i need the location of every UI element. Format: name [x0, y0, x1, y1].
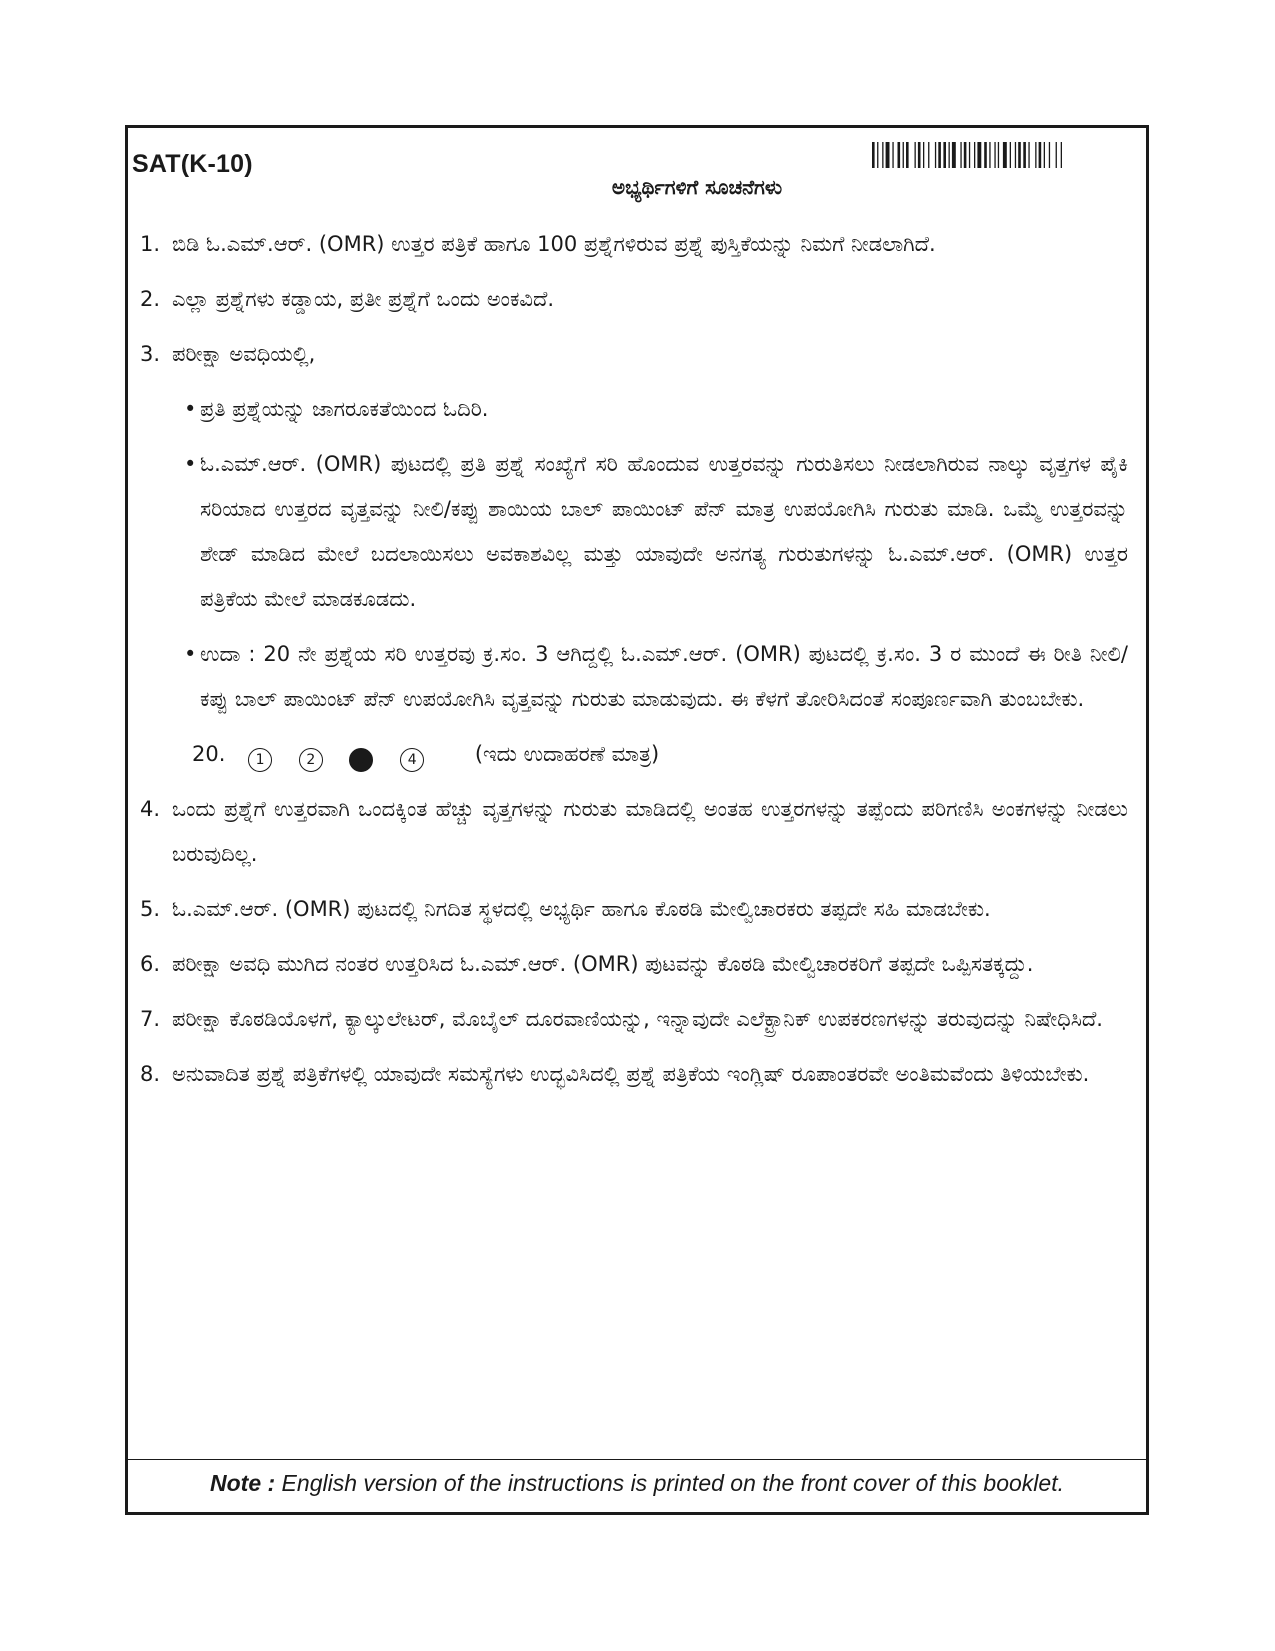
instruction-item-6: [140, 942, 1128, 987]
item-number: 2.: [140, 287, 161, 311]
item-text: ಬಿಡಿ ಓ.ಎಮ್.ಆರ್. (OMR) ಉತ್ತರ ಪತ್ರಿಕೆ ಹಾಗೂ 100 ಪ್ರಶ್ನೆಗಳಿರುವ ಪ್ರಶ್ನೆ ಪುಸ್ತಿಕೆಯನ್ನು ನಿಮಗೆ ನೀಡಲಾಗಿದೆ.: [172, 232, 936, 256]
example-question-number: 20.: [192, 742, 226, 766]
instruction-item-3: [140, 332, 1128, 377]
instruction-item-2: [140, 277, 1128, 322]
instruction-item-4: [140, 787, 1128, 877]
item-text: ಪರೀಕ್ಷಾ ಅವಧಿಯಲ್ಲಿ,: [172, 342, 316, 366]
bullet-item-2: [140, 442, 1128, 622]
note-label: Note :: [210, 1470, 276, 1496]
bullet-text: ಉದಾ : 20 ನೇ ಪ್ರಶ್ನೆಯ ಸರಿ ಉತ್ತರವು ಕ್ರ.ಸಂ. 3 ಆಗಿದ್ದಲ್ಲಿ ಓ.ಎಮ್.ಆರ್. (OMR) ಪುಟದಲ್ಲಿ ಕ್ರ.ಸಂ. 3 ರ ಮುಂದೆ ಈ ರೀತಿ ನೀಲಿ/ಕಪ್ಪು ಬಾಲ್ ಪಾಯಿಂಟ್ ಪೆನ್ ಉಪಯೋಗಿಸಿ ವೃತ್ತವನ್ನು ಗುರುತು ಮಾಡುವುದು. ಈ ಕೆಳಗೆ ತೋರಿಸಿದಂತೆ ಸಂಪೂರ್ಣವಾಗಿ ತುಂಬಬೇಕು.: [200, 642, 1128, 711]
page-title: ಅಭ್ಯರ್ಥಿಗಳಿಗೆ ಸೂಚನೆಗಳು: [611, 175, 783, 199]
option-circle-1: 1: [248, 748, 272, 772]
bullet-text: ಓ.ಎಮ್.ಆರ್. (OMR) ಪುಟದಲ್ಲಿ ಪ್ರತಿ ಪ್ರಶ್ನೆ ಸಂಖ್ಯೆಗೆ ಸರಿ ಹೊಂದುವ ಉತ್ತರವನ್ನು ಗುರುತಿಸಲು ನೀಡಲಾಗಿರುವ ನಾಲ್ಕು ವೃತ್ತಗಳ ಪೈಕಿ ಸರಿಯಾದ ಉತ್ತರದ ವೃತ್ತವನ್ನು ನೀಲಿ/ಕಪ್ಪು ಶಾಯಿಯ ಬಾಲ್ ಪಾಯಿಂಟ್ ಪೆನ್ ಮಾತ್ರ ಉಪಯೋಗಿಸಿ ಗುರುತು ಮಾಡಿ. ಒಮ್ಮೆ ಉತ್ತರವನ್ನು ಶೇಡ್ ಮಾಡಿದ ಮೇಲೆ ಬದಲಾಯಿಸಲು ಅವಕಾಶವಿಲ್ಲ ಮತ್ತು ಯಾವುದೇ ಅನಗತ್ಯ ಗುರುತುಗಳನ್ನು ಓ.ಎಮ್.ಆರ್. (OMR) ಉತ್ತರ ಪತ್ರಿಕೆಯ ಮೇಲೆ ಮಾಡಕೂಡದು.: [200, 452, 1128, 611]
barcode: [872, 142, 1130, 168]
omr-example: [140, 732, 1128, 777]
bullet-item-1: [140, 387, 1128, 432]
item-number: 7.: [140, 1007, 161, 1031]
item-number: 3.: [140, 342, 161, 366]
item-text: ಎಲ್ಲಾ ಪ್ರಶ್ನೆಗಳು ಕಡ್ಡಾಯ, ಪ್ರತೀ ಪ್ರಶ್ನೆಗೆ ಒಂದು ಅಂಕವಿದೆ.: [172, 287, 555, 311]
option-circle-3-filled: 3: [349, 748, 373, 772]
item-number: 5.: [140, 897, 161, 921]
instructions-list: [140, 222, 1128, 1107]
note-text: English version of the instructions is printed on the front cover of this booklet.: [275, 1470, 1064, 1496]
footer-note: [128, 1459, 1146, 1512]
bullet-item-3: [140, 632, 1128, 722]
bullet-dot-icon: •: [184, 397, 197, 421]
item-number: 1.: [140, 232, 161, 256]
item-text: ಓ.ಎಮ್.ಆರ್. (OMR) ಪುಟದಲ್ಲಿ ನಿಗದಿತ ಸ್ಥಳದಲ್ಲಿ ಅಭ್ಯರ್ಥಿ ಹಾಗೂ ಕೊಠಡಿ ಮೇಲ್ವಿಚಾರಕರು ತಪ್ಪದೇ ಸಹಿ ಮಾಡಬೇಕು.: [172, 897, 991, 921]
item-text: ಪರೀಕ್ಷಾ ಅವಧಿ ಮುಗಿದ ನಂತರ ಉತ್ತರಿಸಿದ ಓ.ಎಮ್.ಆರ್. (OMR) ಪುಟವನ್ನು ಕೊಠಡಿ ಮೇಲ್ವಿಚಾರಕರಿಗೆ ತಪ್ಪದೇ ಒಪ್ಪಿಸತಕ್ಕದ್ದು.: [172, 952, 1034, 976]
bullet-text: ಪ್ರತಿ ಪ್ರಶ್ನೆಯನ್ನು ಜಾಗರೂಕತೆಯಿಂದ ಓದಿರಿ.: [200, 397, 489, 421]
item-text: ಅನುವಾದಿತ ಪ್ರಶ್ನೆ ಪತ್ರಿಕೆಗಳಲ್ಲಿ ಯಾವುದೇ ಸಮಸ್ಯೆಗಳು ಉದ್ಭವಿಸಿದಲ್ಲಿ ಪ್ರಶ್ನೆ ಪತ್ರಿಕೆಯ ಇಂಗ್ಲಿಷ್ ರೂಪಾಂತರವೇ ಅಂತಿಮವೆಂದು ತಿಳಿಯಬೇಕು.: [172, 1062, 1090, 1086]
instruction-box: [125, 125, 1149, 1515]
bullet-dot-icon: •: [184, 642, 197, 666]
item-number: 4.: [140, 797, 161, 821]
instruction-item-7: [140, 997, 1128, 1042]
item-text: ಪರೀಕ್ಷಾ ಕೊಠಡಿಯೊಳಗೆ, ಕ್ಯಾಲ್ಕುಲೇಟರ್, ಮೊಬೈಲ್ ದೂರವಾಣಿಯನ್ನು, ಇನ್ನಾವುದೇ ಎಲೆಕ್ಟ್ರಾನಿಕ್ ಉಪಕರಣಗಳನ್ನು ತರುವುದನ್ನು ನಿಷೇಧಿಸಿದೆ.: [172, 1007, 1103, 1031]
item-number: 8.: [140, 1062, 161, 1086]
bullet-dot-icon: •: [184, 452, 197, 476]
option-circle-2: 2: [299, 748, 323, 772]
instruction-item-5: [140, 887, 1128, 932]
example-note: (ಇದು ಉದಾಹರಣೆ ಮಾತ್ರ): [474, 742, 660, 766]
booklet-code: SAT(K-10): [132, 150, 253, 178]
item-text: ಒಂದು ಪ್ರಶ್ನೆಗೆ ಉತ್ತರವಾಗಿ ಒಂದಕ್ಕಿಂತ ಹೆಚ್ಚು ವೃತ್ತಗಳನ್ನು ಗುರುತು ಮಾಡಿದಲ್ಲಿ ಅಂತಹ ಉತ್ತರಗಳನ್ನು ತಪ್ಪೆಂದು ಪರಿಗಣಿಸಿ ಅಂಕಗಳನ್ನು ನೀಡಲು ಬರುವುದಿಲ್ಲ.: [172, 797, 1128, 866]
instruction-item-8: [140, 1052, 1128, 1097]
item-number: 6.: [140, 952, 161, 976]
instruction-item-1: [140, 222, 1128, 267]
option-circle-4: 4: [400, 748, 424, 772]
